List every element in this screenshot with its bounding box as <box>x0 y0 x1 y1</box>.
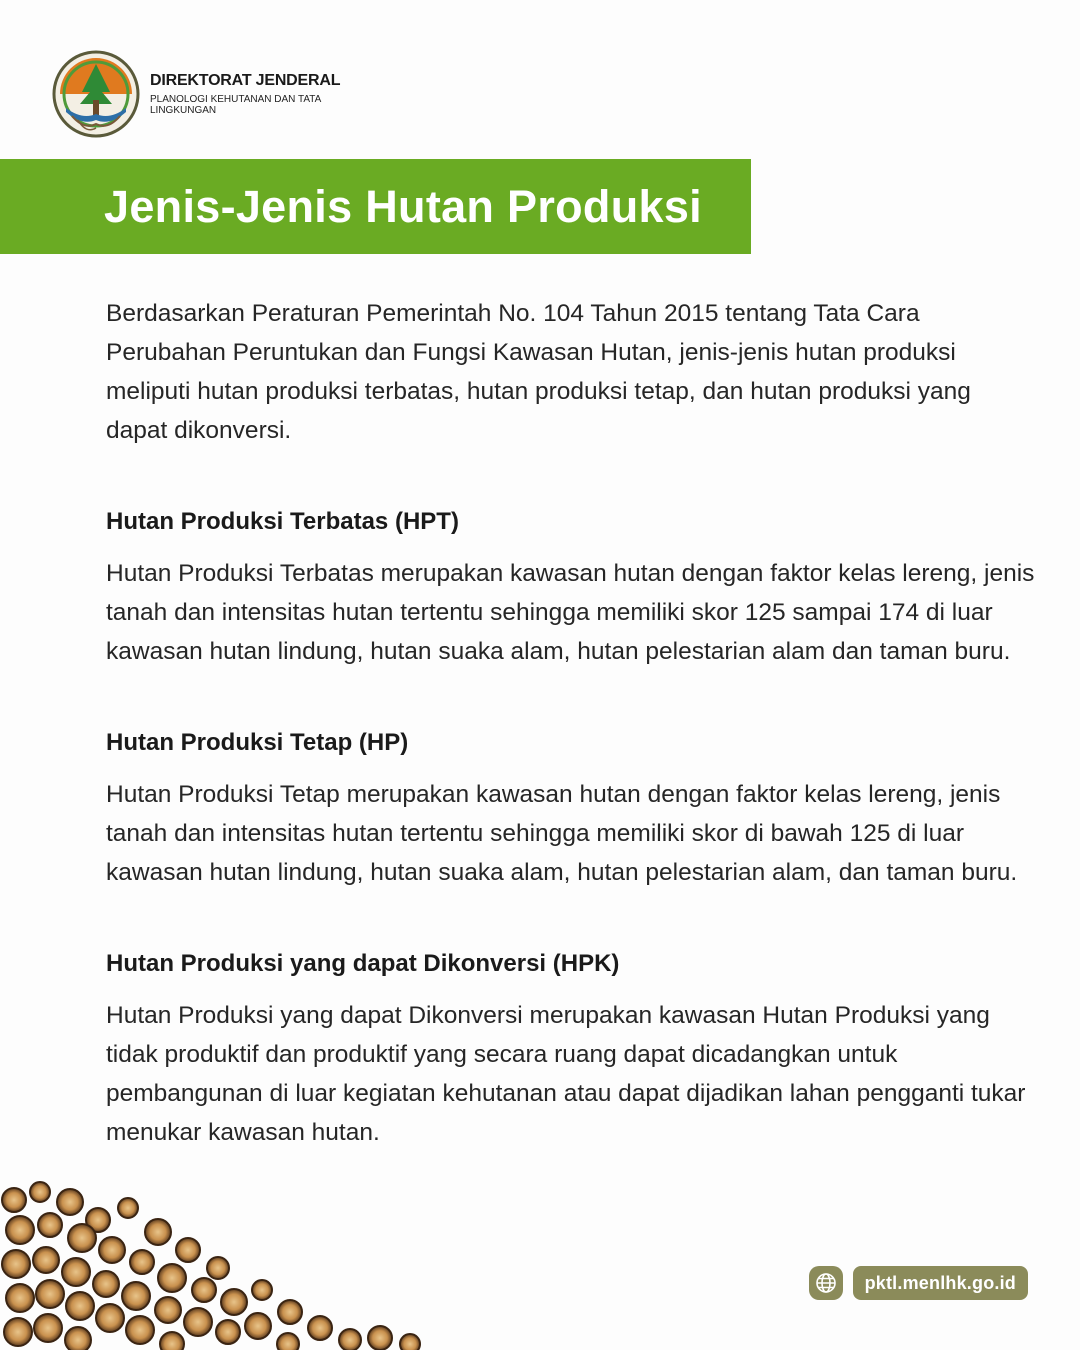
title-banner <box>0 159 751 254</box>
intro-paragraph: Berdasarkan Peraturan Pemerintah No. 104 Tahun 2015 tentang Tata Cara Perubahan Peruntukan dan Fungsi Kawasan Hutan, jenis-jenis hutan produksi meliputi hutan produksi terbatas, hutan produksi tetap, dan hutan produksi yang dapat dikonversi. <box>106 300 971 444</box>
section-hpt <box>106 507 1036 671</box>
globe-icon <box>809 1266 843 1300</box>
website-link[interactable]: pktl.menlhk.go.id <box>853 1266 1028 1300</box>
page-title: Jenis-Jenis Hutan Produksi <box>104 180 702 232</box>
ministry-emblem-icon <box>52 50 140 138</box>
org-title: DIREKTORAT JENDERAL <box>150 72 341 89</box>
section-heading: Hutan Produksi Tetap (HP) <box>106 729 409 756</box>
section-hpk <box>106 949 1036 1152</box>
section-body: Hutan Produksi Terbatas merupakan kawasan hutan dengan faktor kelas lereng, jenis tanah dan intensitas hutan tertentu sehingga memiliki skor 125 sampai 174 di luar kawasan hutan lindung, hutan suaka alam, hutan pelestarian alam dan taman buru. <box>106 560 1035 665</box>
log-pile-image <box>0 1180 440 1350</box>
logo <box>52 50 350 138</box>
section-heading: Hutan Produksi yang dapat Dikonversi (HPK) <box>106 950 620 977</box>
section-body: Hutan Produksi yang dapat Dikonversi merupakan kawasan Hutan Produksi yang tidak produktif dan produktif yang secara ruang dapat dicadangkan untuk pembangunan di luar kegiatan kehutanan atau dapat dijadikan lahan pengganti tukar menukar kawasan hutan. <box>106 1002 1026 1146</box>
org-subtitle: PLANOLOGI KEHUTANAN DAN TATA LINGKUNGAN <box>150 94 321 116</box>
section-body: Hutan Produksi Tetap merupakan kawasan hutan dengan faktor kelas lereng, jenis tanah dan intensitas hutan tertentu sehingga memiliki skor di bawah 125 di luar kawasan hutan lindung, hutan suaka alam, hutan pelestarian alam, dan taman buru. <box>106 781 1018 886</box>
section-heading: Hutan Produksi Terbatas (HPT) <box>106 508 459 535</box>
section-hp <box>106 728 1036 892</box>
website-badge <box>809 1266 1028 1300</box>
article-content <box>106 294 1036 1152</box>
